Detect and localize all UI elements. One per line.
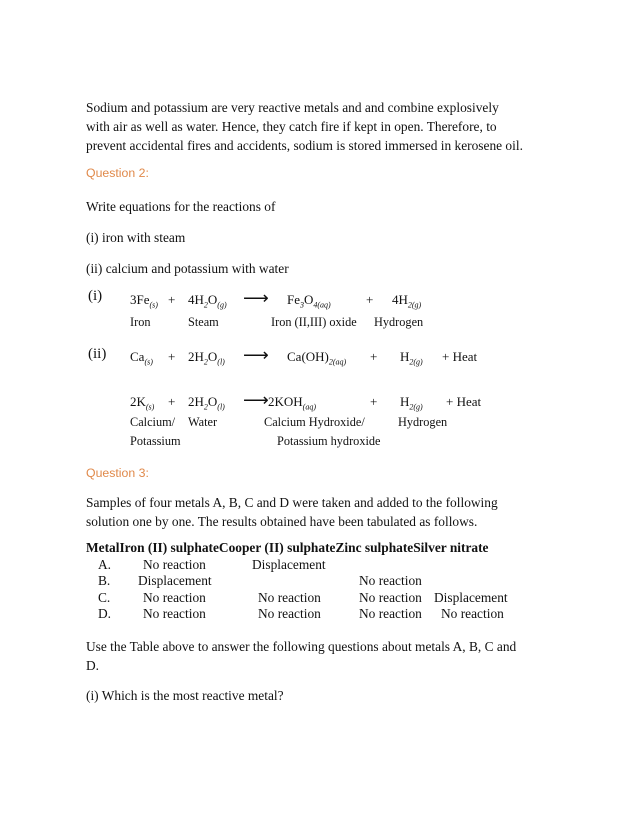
equation-ii-product-hydrogen: $H_{2(g)}$ xyxy=(400,349,423,367)
use-table-line-1: Use the Table above to answer the following questions about metals A, B, C and xyxy=(86,639,517,654)
reaction-arrow: ⟶ xyxy=(243,345,269,365)
plus-sign: + xyxy=(366,292,374,307)
row-zinc-sulphate: No reaction xyxy=(359,590,422,605)
equation-potassium-product: $2KOH_{(aq)}$ xyxy=(268,394,316,412)
equation-potassium-hydrogen: $H_{2(g)}$ xyxy=(400,394,423,412)
equation-i-product-hydrogen: $4H_{2(g)}$ xyxy=(392,292,422,310)
intro-line-3: prevent accidental fires and accidents, sodium is stored immersed in kerosene oil. xyxy=(86,138,523,153)
row-metal: D. xyxy=(98,606,112,621)
equation-i-number: (i) xyxy=(88,288,103,304)
row-silver-nitrate: Displacement xyxy=(434,590,508,605)
use-table-instruction xyxy=(86,637,566,675)
question-3-line-2: solution one by one. The results obtained have been tabulated as follows. xyxy=(86,514,478,529)
label-iron-oxide: Iron (II,III) oxide xyxy=(271,315,357,329)
row-copper-sulphate: Displacement xyxy=(252,557,326,572)
intro-paragraph xyxy=(86,98,556,155)
label-hydrogen: Hydrogen xyxy=(374,315,424,329)
label-calcium: Calcium/ xyxy=(130,415,176,429)
row-copper-sulphate: No reaction xyxy=(258,590,321,605)
label-potassium: Potassium xyxy=(130,434,181,448)
plus-sign: + xyxy=(370,394,378,409)
reaction-arrow: ⟶ xyxy=(243,390,269,410)
question-2-prompt: Write equations for the reactions of xyxy=(86,199,276,214)
row-zinc-sulphate: No reaction xyxy=(359,573,422,588)
row-zinc-sulphate: No reaction xyxy=(359,606,422,621)
intro-line-2: with air as well as water. Hence, they catch fire if kept in open. Therefore, to xyxy=(86,119,497,134)
question-3-line-1: Samples of four metals A, B, C and D were taken and added to the following xyxy=(86,495,498,510)
sub-question-i: (i) Which is the most reactive metal? xyxy=(86,688,284,703)
equation-potassium-water: $2H_2O_{(l)}$ xyxy=(188,394,225,412)
row-iron-sulphate: No reaction xyxy=(143,590,206,605)
label-water: Water xyxy=(188,415,218,429)
label-hydrogen: Hydrogen xyxy=(398,415,448,429)
reaction-arrow: ⟶ xyxy=(243,288,269,308)
row-metal: C. xyxy=(98,590,111,605)
use-table-line-2: D. xyxy=(86,658,100,673)
row-metal: A. xyxy=(98,557,112,572)
plus-sign: + xyxy=(168,349,176,364)
equation-i-reactant-iron: $3Fe_{(s)}$ xyxy=(130,292,158,310)
row-iron-sulphate: No reaction xyxy=(143,557,206,572)
label-calcium-hydroxide: Calcium Hydroxide/ xyxy=(264,415,365,429)
question-3-heading: Question 3: xyxy=(86,466,149,480)
row-iron-sulphate: No reaction xyxy=(143,606,206,621)
plus-sign: + xyxy=(370,349,378,364)
plus-sign: + xyxy=(168,394,176,409)
intro-line-1: Sodium and potassium are very reactive metals and and combine explosively xyxy=(86,100,499,115)
row-silver-nitrate: No reaction xyxy=(441,606,504,621)
equation-i-product-oxide: $Fe_3O_{4(aq)}$ xyxy=(287,292,331,310)
row-iron-sulphate: Displacement xyxy=(138,573,212,588)
equation-ii-reactant-calcium: $Ca_{(s)}$ xyxy=(130,349,153,367)
equation-ii-number: (ii) xyxy=(88,346,107,362)
equation-ii-reactant-water: $2H_2O_{(l)}$ xyxy=(188,349,225,367)
equation-potassium-reactant: $2K_{(s)}$ xyxy=(130,394,155,412)
heat-term: + Heat xyxy=(446,394,482,409)
question-3-intro xyxy=(86,493,566,531)
plus-sign: + xyxy=(168,292,176,307)
heat-term: + Heat xyxy=(442,349,478,364)
row-metal: B. xyxy=(98,573,111,588)
equation-i-reactant-water: $4H_2O_{(g)}$ xyxy=(188,292,227,310)
table-header: MetalIron (II) sulphateCooper (II) sulphateZinc sulphateSilver nitrate xyxy=(86,540,489,555)
question-2-part-ii: (ii) calcium and potassium with water xyxy=(86,261,289,276)
label-steam: Steam xyxy=(188,315,219,329)
label-iron: Iron xyxy=(130,315,151,329)
label-potassium-hydroxide: Potassium hydroxide xyxy=(277,434,381,448)
question-2-part-i: (i) iron with steam xyxy=(86,230,186,245)
question-2-heading: Question 2: xyxy=(86,166,149,180)
equation-ii-product-hydroxide: $Ca(OH)_{2(aq)}$ xyxy=(287,349,347,367)
results-table xyxy=(86,540,556,630)
row-copper-sulphate: No reaction xyxy=(258,606,321,621)
